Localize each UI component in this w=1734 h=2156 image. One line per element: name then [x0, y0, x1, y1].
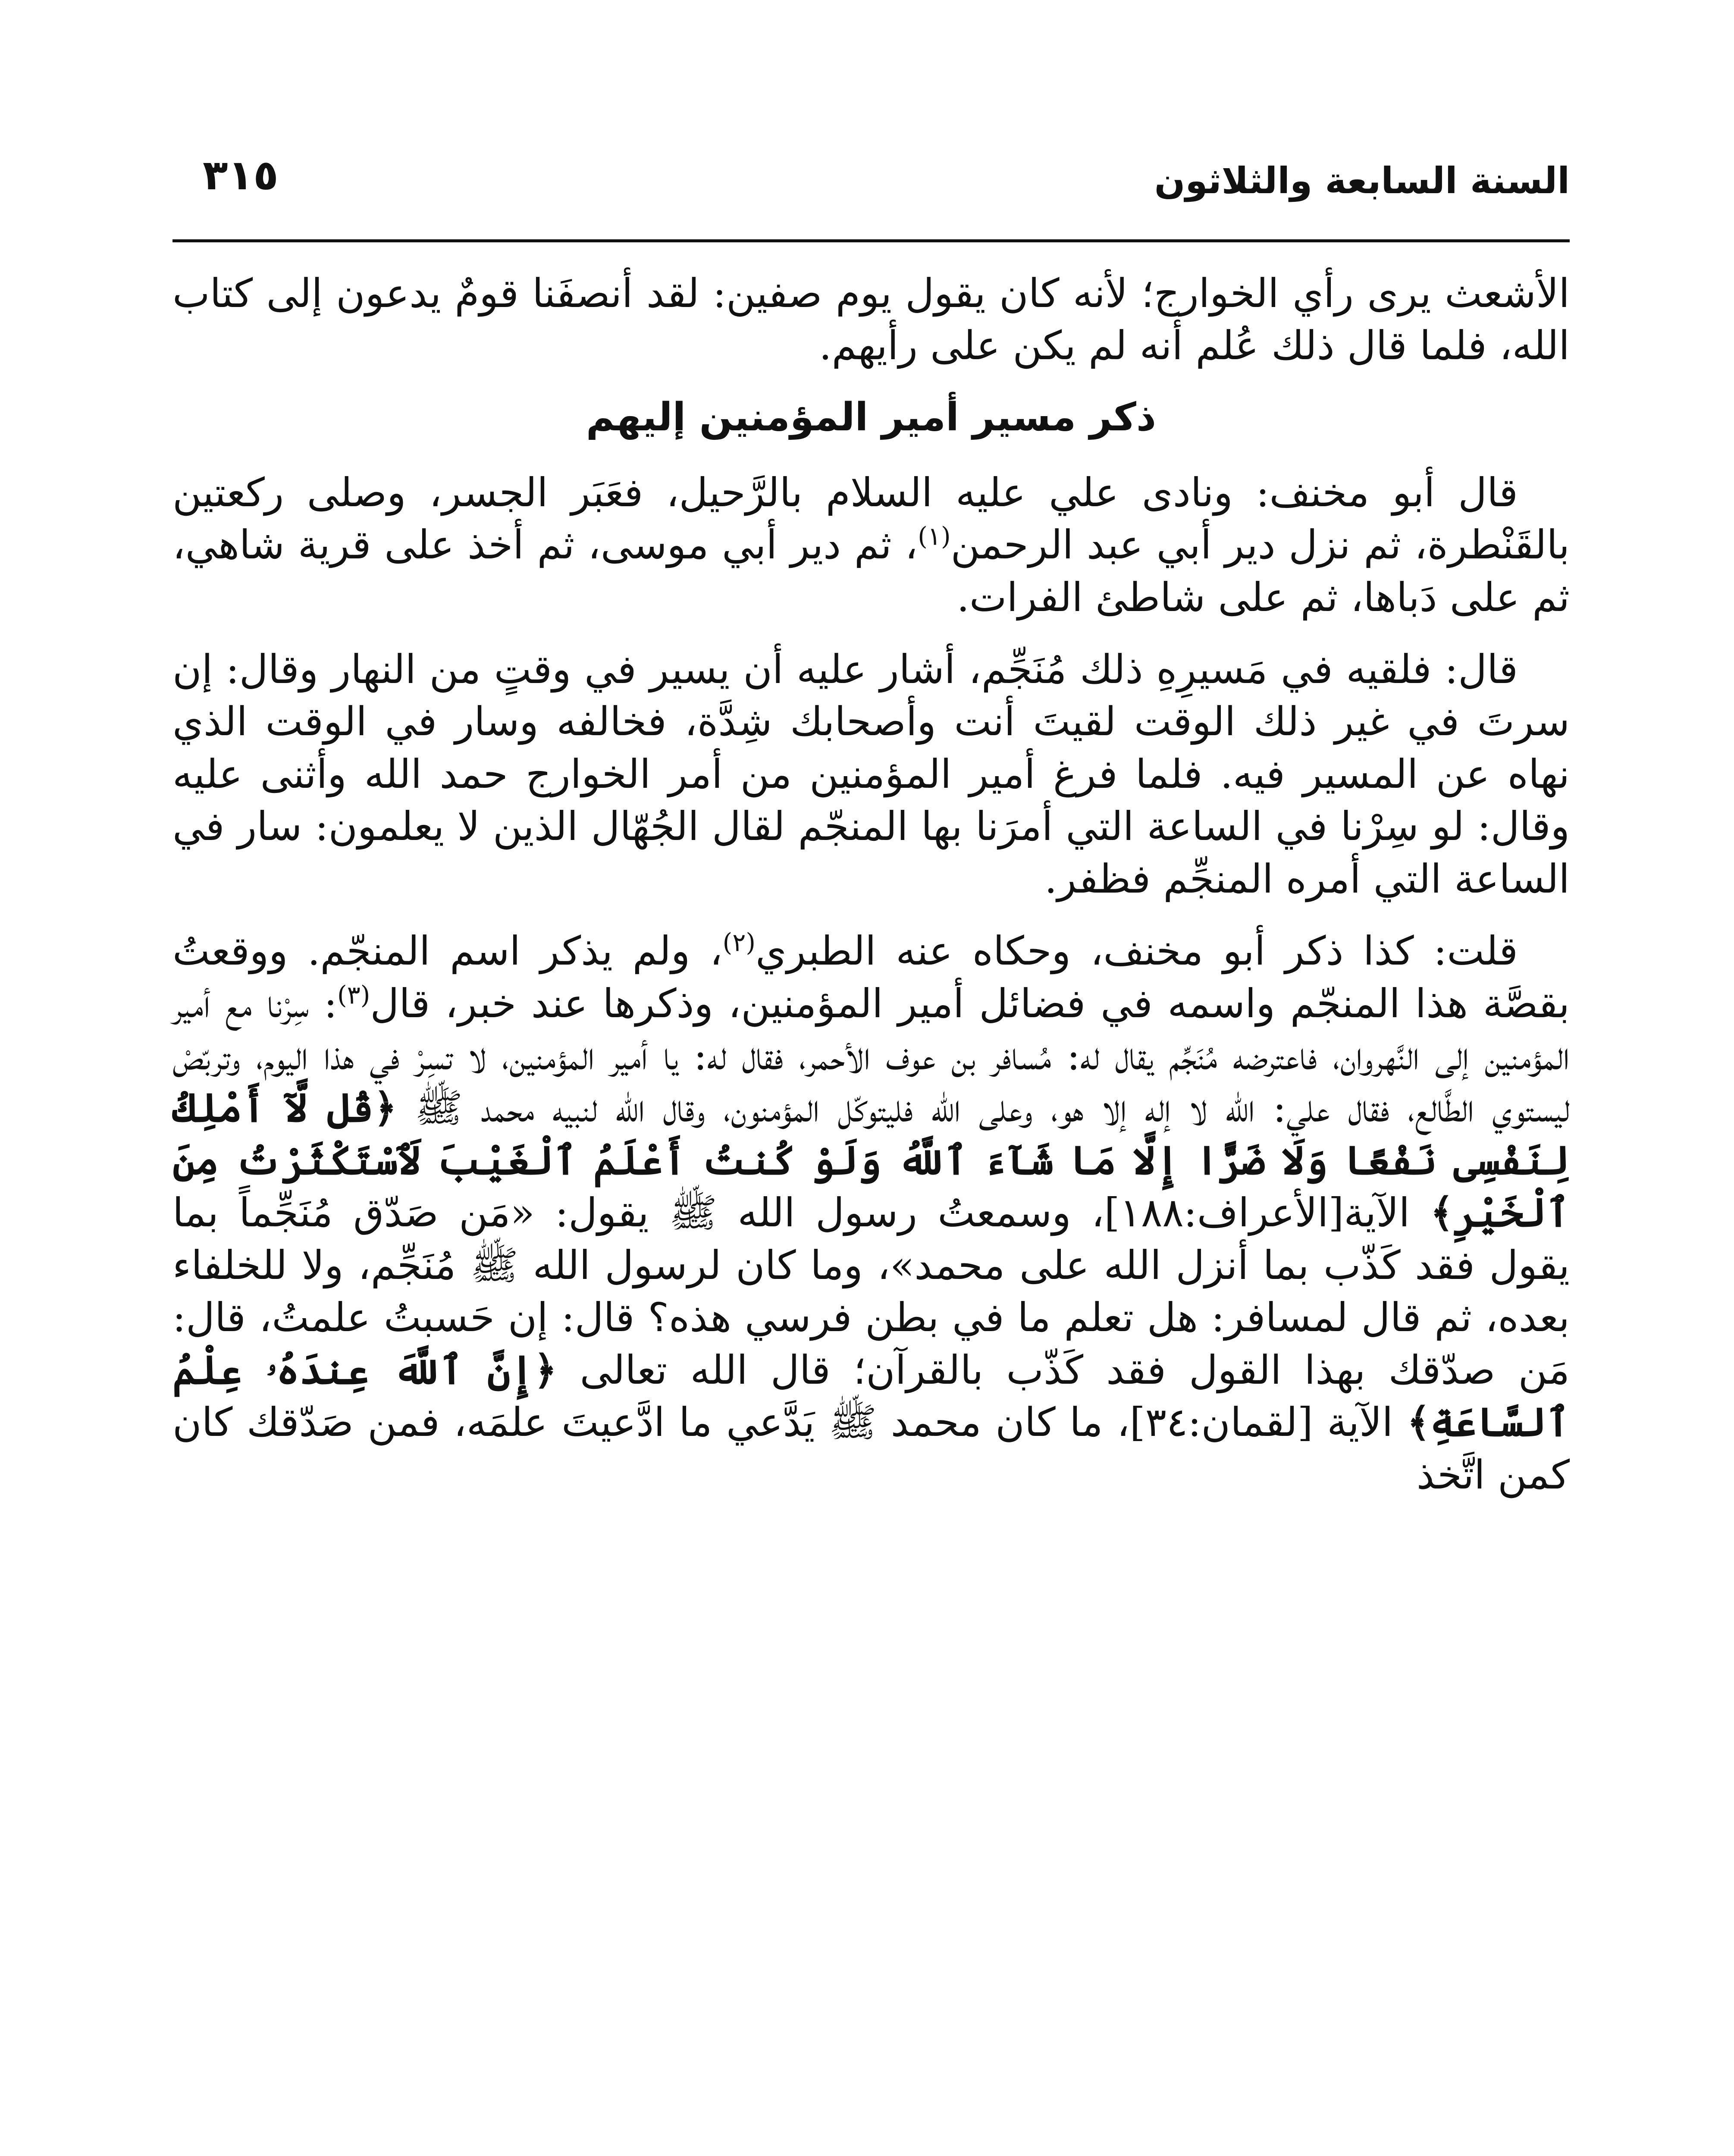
paragraph-4-text-a: قلت: كذا ذكر أبو مخنف، وحكاه عنه الطبري	[756, 928, 1518, 975]
quran-verse-al-araf: ﴿قُل لَّآ أَمْلِكُ لِنَفْسِى نَفْعًا وَلَا ضَرًّا إِلَّا مَا شَآءَ ٱللَّهُ وَلَوْ كُنتُ أَعْلَمُ ٱلْغَيْبَ لَٱسْتَكْثَرْتُ مِنَ ٱلْخَيْرِ﴾	[172, 1084, 1570, 1236]
running-title: السنة السابعة والثلاثون	[1154, 160, 1570, 202]
paragraph-4-text-e: الآية [لقمان:٣٤]، ما كان محمد ﷺ يَدَّعي ما ادَّعيتَ علمَه، فمن صَدّقك كان كمن اتَّخذ	[172, 1399, 1570, 1498]
paragraph-1: الأشعث يرى رأي الخوارج؛ لأنه كان يقول يوم صفين: لقد أنصفَنا قومٌ يدعون إلى كتاب الله، فلما قال ذلك عُلم أنه لم يكن على رأيهم.	[172, 270, 1570, 369]
paragraph-4-text-c: : سِرْنا مع أمير المؤمنين إلى النَّهروان، فاعترضه مُنَجِّم يقال له: مُسافر بن عوف الأحمر، فقال له: يا أمير المؤمنين، لا تسِرْ في هذا اليوم، وتربّصْ ليستوي الطَّالع، فقال علي: الله لا إله إلا هو، وعلى الله فليتوكّل المؤمنون، وقال الله لنبيه محمد ﷺ	[172, 980, 1570, 1131]
running-header	[172, 142, 1570, 229]
main-text	[172, 267, 1570, 1521]
paragraph-4-text-b: ، ولم يذكر اسم المنجّم. ووقعتُ بقصَّة هذا المنجّم واسمه في فضائل أمير المؤمنين، وذكرها عند خبر، قال	[172, 928, 1570, 1027]
paragraph-2	[172, 467, 1570, 624]
section-heading: ذكر مسير أمير المؤمنين إليهم	[586, 394, 1157, 440]
quran-verse-luqman: ﴿إِنَّ ٱللَّهَ عِندَهُۥ عِلْمُ ٱلسَّاعَةِ﴾	[172, 1346, 1570, 1446]
header-divider	[172, 239, 1570, 242]
footnote-ref-3: (٣)	[337, 980, 370, 1009]
paragraph-4	[172, 925, 1570, 1501]
page-number: ٣١٥	[203, 151, 279, 199]
paragraph-2-text-b: ، ثم دير أبي موسى، ثم أخذ على قرية شاهي، ثم على دَباها، ثم على شاطئ الفرات.	[172, 522, 1570, 620]
paragraph-4-text-d: الآية[الأعراف:١٨٨]، وسمعتُ رسول الله ﷺ يقول: «مَن صَدّق مُنَجِّماً بما يقول فقد كَذّب بما أنزل الله على محمد»، وما كان لرسول الله ﷺ مُنَجِّم، ولا للخلفاء بعده، ثم قال لمسافر: هل تعلم ما في بطن فرسي هذه؟ قال: إن حَسبتُ علمتُ، قال: مَن صدّقك بهذا القول فقد كَذّب بالقرآن؛ قال الله تعالى	[172, 1190, 1570, 1393]
paragraph-3: قال: فلقيه في مَسيرِهِ ذلك مُنَجِّم، أشار عليه أن يسير في وقتٍ من النهار وقال: إن سرتَ في غير ذلك الوقت لقيتَ أنت وأصحابك شِدَّة، فخالفه وسار في الوقت الذي نهاه عن المسير فيه. فلما فرغ أمير المؤمنين من أمر الخوارج حمد الله وأثنى عليه وقال: لو سِرْنا في الساعة التي أمرَنا بها المنجّم لقال الجُهّال الذين لا يعلمون: سار في الساعة التي أمره المنجِّم فظفر.	[172, 646, 1570, 902]
footnote-ref-1: (١)	[918, 521, 951, 551]
footnote-ref-2: (٢)	[722, 928, 756, 957]
paragraph-2-text-a: قال أبو مخنف: ونادى علي عليه السلام بالرَّحيل، فعَبَر الجسر، وصلى ركعتين بالقَنْطرة، ثم نزل دير أبي عبد الرحمن	[172, 469, 1570, 568]
